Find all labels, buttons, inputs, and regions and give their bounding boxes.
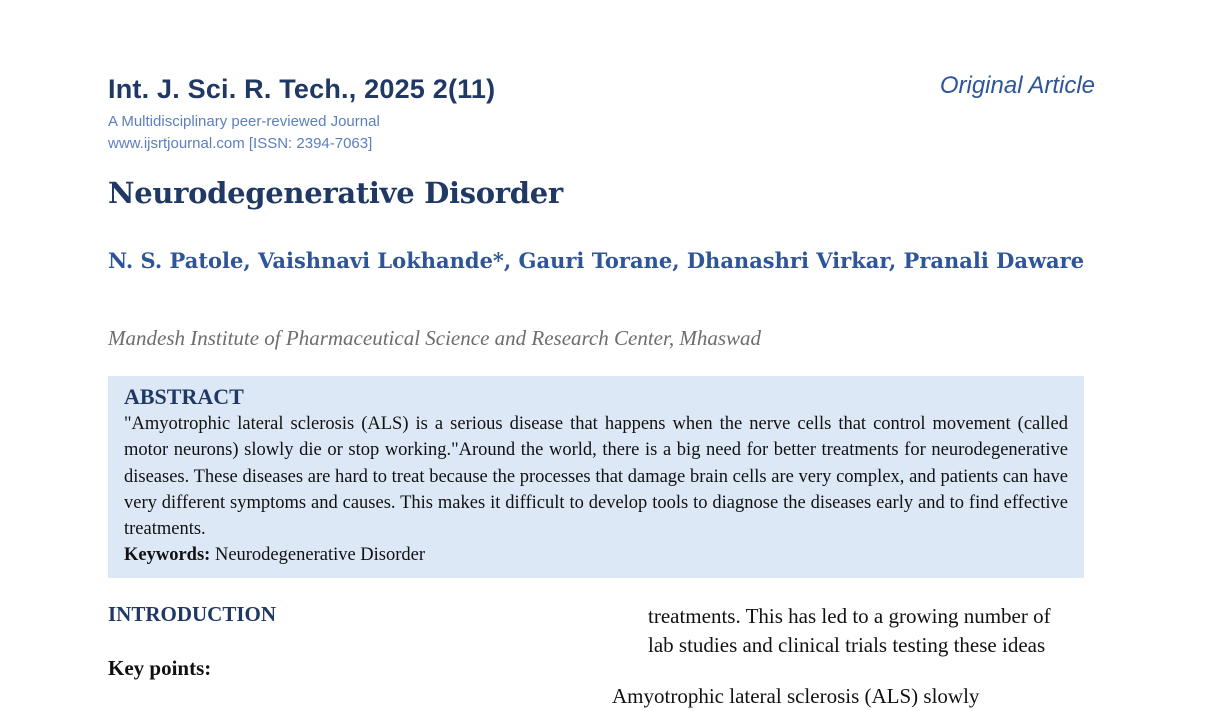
right-column-line-1: treatments. This has led to a growing number of <box>648 604 1051 628</box>
keywords-value: Neurodegenerative Disorder <box>214 545 426 566</box>
keywords-line <box>124 542 1068 568</box>
abstract-heading: ABSTRACT <box>124 384 244 409</box>
keywords-label: Keywords: <box>124 545 211 566</box>
journal-website[interactable]: www.ijsrtjournal.com [ISSN: 2394-7063] <box>108 135 373 152</box>
paper-title: Neurodegenerative Disorder <box>108 176 563 210</box>
journal-citation: Int. J. Sci. R. Tech., 2025 2(11) <box>108 74 496 104</box>
key-points-heading: Key points: <box>108 656 212 680</box>
abstract-box <box>108 376 1084 578</box>
right-column-next-paragraph: Amyotrophic lateral sclerosis (ALS) slowly <box>612 684 980 708</box>
abstract-text: "Amyotrophic lateral sclerosis (ALS) is a serious disease that happens when the nerve cells that control movement (called motor neurons) slowly die or stop working."Around the world, there is a big need for better treatments for neurodegenerative diseases. These diseases are hard to treat because the processes that damage brain cells are very complex, and patients can have very different symptoms and causes. This makes it difficult to develop tools to diagnose the diseases early and to find effective treatments. <box>124 414 1068 540</box>
right-column-text <box>648 602 1083 660</box>
affiliation: Mandesh Institute of Pharmaceutical Science and Research Center, Mhaswad <box>108 326 761 350</box>
introduction-heading: INTRODUCTION <box>108 602 277 626</box>
author-list: N. S. Patole, Vaishnavi Lokhande*, Gauri Torane, Dhanashri Virkar, Pranali Daware <box>108 248 1085 273</box>
right-column-line-2: lab studies and clinical trials testing these ideas <box>648 633 1046 657</box>
journal-subtitle: A Multidisciplinary peer-reviewed Journal <box>108 113 380 130</box>
article-type-label: Original Article <box>939 72 1095 99</box>
